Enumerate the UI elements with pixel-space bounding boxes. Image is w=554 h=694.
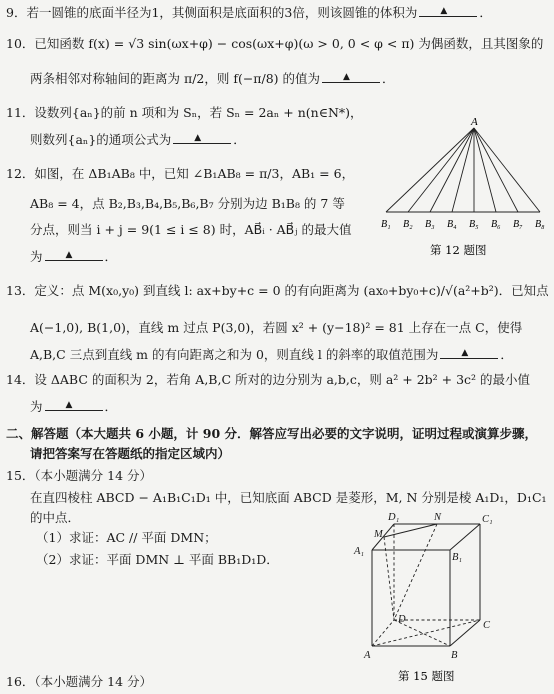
- label-A: A: [364, 650, 371, 661]
- figure-12-segment: [408, 128, 474, 212]
- question-12-line-4-text: 为: [30, 249, 43, 264]
- label-B: B: [451, 650, 458, 661]
- figure-12-point-label: B₄: [447, 219, 457, 230]
- question-14-line-2-text: 为: [30, 399, 43, 414]
- question-12-line-4: 为▲ ．: [30, 248, 117, 265]
- question-10-line-1: 10．已知函数 f(x) = √3 sin(ωx+φ) − cos(ωx+φ)(ω > 0, 0 < φ < π) 为偶函数，且其图象的: [6, 36, 544, 51]
- question-13-line-2: A(−1,0), B(1,0)，直线 m 过点 P(3,0)，若圆 x² + (y−18)² = 81 上存在一点 C，使得: [30, 320, 523, 335]
- figure-12-point-label: B₁: [381, 219, 391, 230]
- section-2-heading-line-2: 请把答案写在答题纸的指定区域内）: [30, 446, 231, 461]
- question-13-line-3-text: A,B,C 三点到直线 m 的有向距离之和为 0，则直线 l 的斜率的取值范围为: [30, 347, 439, 362]
- figure-12-segment: [386, 128, 474, 212]
- answer-blank: [419, 4, 477, 17]
- question-12-line-1: 12．如图，在 ΔB₁AB₈ 中，已知 ∠B₁AB₈ = π/3，AB₁ = 6，: [6, 166, 355, 181]
- figure-12-segment: [474, 128, 540, 212]
- figure-12-point-label: B₈: [535, 219, 545, 230]
- label-N: N: [434, 512, 442, 523]
- answer-blank: [45, 398, 103, 411]
- question-15-line-1: 在直四棱柱 ABCD − A₁B₁C₁D₁ 中，已知底面 ABCD 是菱形，M, N 分别是棱 A₁D₁，D₁C₁: [30, 490, 547, 505]
- question-11-line-2: 则数列{aₙ}的通项公式为▲ ．: [30, 131, 246, 148]
- label-A1: A₁: [354, 546, 365, 557]
- figure-12-point-label: B₆: [491, 219, 501, 230]
- label-M: M: [374, 529, 383, 540]
- question-9: 9．若一圆锥的底面半径为1，其侧面积是底面积的3倍，则该圆锥的体积为▲ ．: [6, 4, 492, 21]
- figure-12-fan-triangle: [378, 112, 548, 262]
- question-11-line-1: 11．设数列{aₙ}的前 n 项和为 Sₙ，若 Sₙ = 2aₙ + n(n∈N*)，: [6, 105, 363, 120]
- label-B1: B₁: [452, 552, 463, 563]
- question-10-line-2-text: 两条相邻对称轴间的距离为 π/2，则 f(−π/8) 的值为: [30, 71, 321, 86]
- figure-15-caption: 第 15 题图: [398, 669, 455, 683]
- question-10-line-2: 两条相邻对称轴间的距离为 π/2，则 f(−π/8) 的值为▲ ．: [30, 70, 395, 87]
- section-2-heading: 二、解答题（本大题共 6 小题，计 90 分．解答应写出必要的文字说明，证明过程或演算步骤，: [6, 426, 538, 441]
- question-15-line-2: 的中点．: [30, 510, 81, 525]
- figure-12-point-label: B₇: [513, 219, 523, 230]
- question-9-text: 9．若一圆锥的底面半径为1，其侧面积是底面积的3倍，则该圆锥的体积为: [6, 5, 418, 20]
- figure-12-caption: 第 12 题图: [430, 243, 487, 257]
- answer-blank: [440, 346, 498, 359]
- label-D: D: [398, 614, 406, 625]
- label-D1: D₁: [388, 512, 400, 523]
- figure-12-segment: [430, 128, 474, 212]
- figure-12-point-label: B₅: [469, 219, 479, 230]
- question-13-line-3: A,B,C 三点到直线 m 的有向距离之和为 0，则直线 l 的斜率的取值范围为▲ ．: [30, 346, 513, 363]
- figure-12-point-label: B₂: [403, 219, 413, 230]
- figure-12-segment: [474, 128, 496, 212]
- figure-12-point-label: B₃: [425, 219, 435, 230]
- answer-blank: [173, 131, 231, 144]
- label-C: C: [483, 620, 491, 631]
- figure-12-segment: [474, 128, 518, 212]
- question-15-part-1: （1）求证：AC // 平面 DMN；: [36, 530, 217, 545]
- question-13-line-1: 13．定义：点 M(x₀,y₀) 到直线 l: ax+by+c = 0 的有向距离为 (ax₀+by₀+c)/√(a²+b²)．已知点: [6, 283, 549, 298]
- question-12-line-2: AB₈ = 4，点 B₂,B₃,B₄,B₅,B₆,B₇ 分别为边 B₁B₈ 的 7 等: [30, 196, 345, 211]
- question-15-heading: 15．（本小题满分 14 分）: [6, 468, 153, 483]
- figure-12-segment: [452, 128, 474, 212]
- question-15-part-2: （2）求证：平面 DMN ⊥ 平面 BB₁D₁D．: [36, 552, 279, 567]
- answer-blank: [322, 70, 380, 83]
- label-C1: C₁: [482, 514, 493, 525]
- answer-blank: [45, 248, 103, 261]
- question-11-line-2-text: 则数列{aₙ}的通项公式为: [30, 132, 172, 147]
- figure-12-apex-label: A: [471, 116, 478, 128]
- question-16-heading: 16．（本小题满分 14 分）: [6, 674, 153, 689]
- question-14-line-1: 14．设 ΔABC 的面积为 2，若角 A,B,C 所对的边分别为 a,b,c，则 a² + 2b² + 3c² 的最小值: [6, 372, 531, 387]
- question-14-line-2: 为▲ ．: [30, 398, 117, 415]
- question-12-line-3: 分点，则当 i + j = 9(1 ≤ i ≤ 8) 时，AB⃗ᵢ · AB⃗ⱼ 的最大值: [30, 222, 352, 237]
- figure-15-prism: [338, 508, 510, 694]
